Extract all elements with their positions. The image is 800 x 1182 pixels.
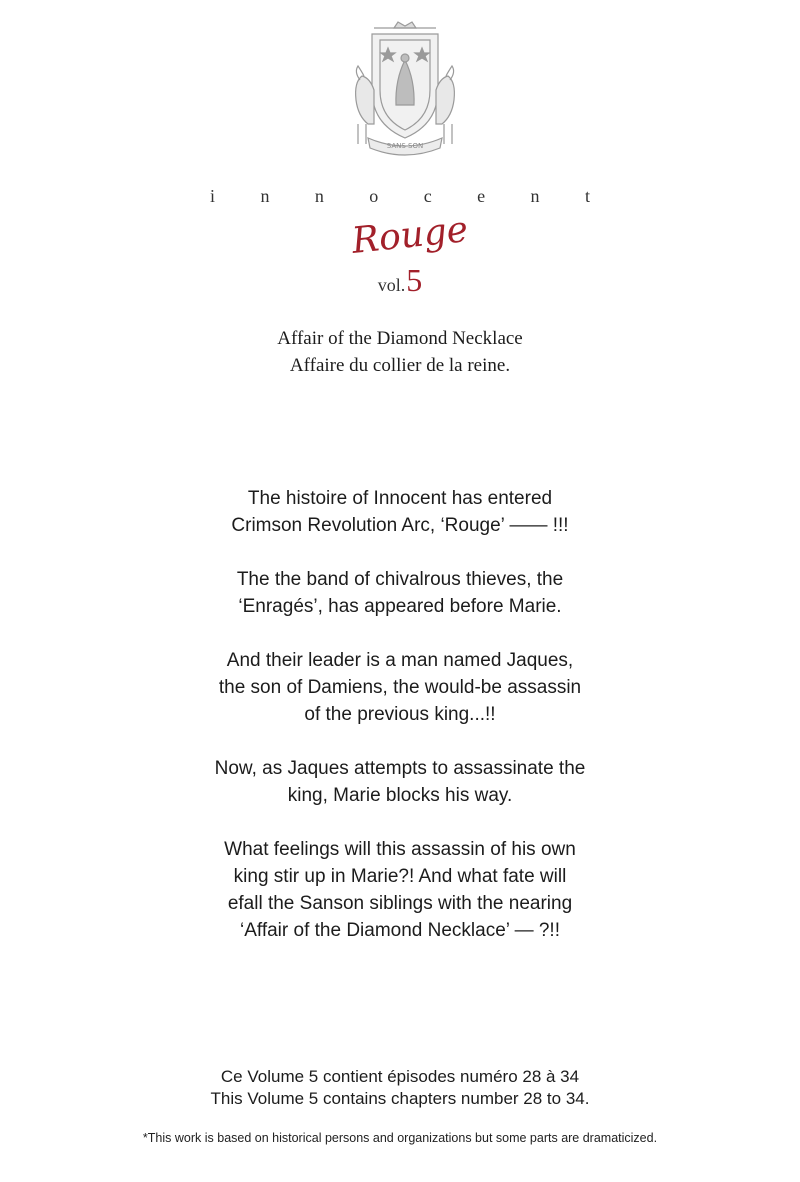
synopsis-line: ‘Enragés’, has appeared before Marie. [238,596,562,617]
title-letter: i [210,186,216,206]
title-letter: n [314,186,324,206]
title-letter: n [260,186,270,206]
synopsis-line: ‘Affair of the Diamond Necklace’ — ?!! [240,920,560,941]
title-letter: o [369,186,379,206]
synopsis-line: What feelings will this assassin of his own [224,839,576,860]
title-letter: c [423,186,432,206]
subtitle-french: Affaire du collier de la reine. [289,355,511,376]
synopsis-line: Crimson Revolution Arc, ‘Rouge’ —— !!! [231,515,569,536]
volume-number: 5 [406,262,423,298]
subtitle-english: Affair of the Diamond Necklace [277,328,523,349]
series-title [0,186,800,207]
synopsis-paragraph [0,836,800,944]
synopsis [0,485,800,971]
title-letter: n [530,186,540,206]
disclaimer: *This work is based on historical persons and organizations but some parts are dramaticized. [142,1131,658,1145]
contents-french: Ce Volume 5 contient épisodes numéro 28 à 34 [220,1067,580,1086]
synopsis-paragraph [0,755,800,809]
volume-subtitle [0,325,800,379]
arc-title-rouge: Rouge [349,209,470,262]
synopsis-line: The histoire of Innocent has entered [247,488,553,509]
synopsis-paragraph [0,647,800,728]
synopsis-line: king, Marie blocks his way. [287,785,513,806]
volume-label [0,262,800,299]
synopsis-line: the son of Damiens, the would-be assassin [218,677,582,698]
volume-prefix: vol. [377,275,406,295]
synopsis-line: Now, as Jaques attempts to assassinate the [214,758,586,779]
crest-motto: SANS SON [386,142,424,150]
synopsis-paragraph [0,485,800,539]
coat-of-arms-crest [340,20,470,160]
synopsis-line: king stir up in Marie?! And what fate will [233,866,567,887]
synopsis-line: efall the Sanson siblings with the nearing [227,893,573,914]
synopsis-paragraph [0,566,800,620]
synopsis-line: of the previous king...!! [304,704,496,725]
title-letter: t [584,186,590,206]
title-letter: e [477,186,486,206]
volume-contents [0,1066,800,1110]
synopsis-line: And their leader is a man named Jaques, [226,650,574,671]
contents-english: This Volume 5 contains chapters number 28 to 34. [210,1089,590,1108]
synopsis-line: The the band of chivalrous thieves, the [236,569,564,590]
